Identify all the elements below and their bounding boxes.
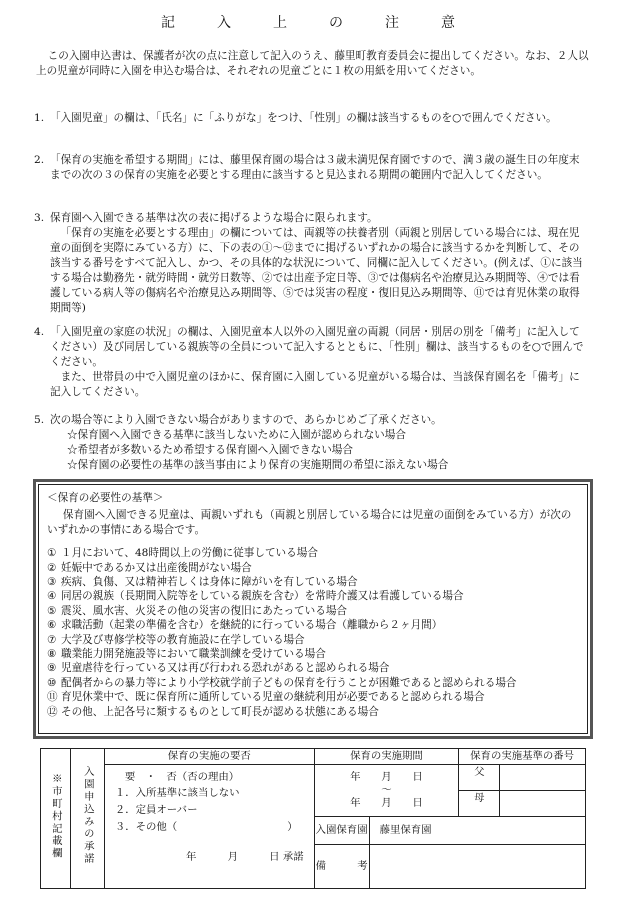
criteria-item-mark: ⑫ [47, 705, 58, 718]
criteria-item-text: 妊娠中であるか又は出産後間がない場合 [61, 561, 252, 574]
page-title: 記 入 上 の 注 意 [161, 15, 469, 31]
criteria-item [47, 676, 587, 690]
intro-paragraph: この入園申込書は、保護者が次の点に注意して記入のうえ、藤里町教育委員会に提出してください。なお、２人以上の児童が同時に入園を申込む場合は、それぞれの児童ごとに１枚の用紙を用いてください。 [36, 50, 589, 78]
criteria-item-text: 児童虐待を行っている又は再び行われる恐れがあると認められる場合 [61, 662, 390, 675]
criteria-item [47, 661, 587, 675]
criteria-item-text: １月において、48時間以上の労働に従事している場合 [61, 547, 318, 560]
mother-number-field [500, 791, 585, 816]
remarks-field [369, 844, 585, 888]
criteria-item-mark: ⑧ [47, 647, 57, 660]
criteria-item-mark: ③ [47, 575, 57, 588]
criteria-item [47, 633, 587, 647]
criteria-item-mark: ⑤ [47, 604, 57, 617]
criteria-item-text: 同居の親族（長期間入院等をしている親族を含む）を常時介護又は看護している場合 [61, 590, 464, 603]
criteria-lead: 保育園へ入園できる児童は、両親いずれも（両親と別居している場合には児童の面倒をみている方）が次のいずれかの事情にある場合です。 [47, 509, 572, 537]
criteria-header: ＜保育の必要性の基準＞ [47, 492, 164, 504]
yohi-cell: 要 ・ 否（否の理由） １．入所基準に該当しない ２．定員オーバー ３．その他（ ） 年 月 日 承諾 [104, 764, 314, 888]
criteria-item-text: 震災、風水害、火災その他の災害の復旧にあたっている場合 [61, 604, 348, 617]
criteria-box [38, 484, 588, 734]
section-3: 3. 保育園へ入園できる基準は次の表に掲げるような場合に限られます。 「保育の実施を必要とする理由」の欄については、両親等の扶養者別（両親と別居している場合には、現在児童の面倒を実際にみている方）に、下の表の①〜⑫までに掲げるいずれかの場合に該当するかを判断して、その該当する番号をすべて記入し、かつ、その具体的な状況について、同欄に記入してください。(例えば、①に該当する場合は勤務先・就労時間・就労日数等、②では出産予定日等、③では傷病名や治療見込み期間等、④では看護している病人等の傷病名や治療見込み期間等、⑤では災害の程度・復旧見込み期間等、⑪では育児休業の取得期間等) [34, 212, 583, 315]
period-cell: 年 月 日 〜 年 月 日 [314, 764, 459, 816]
criteria-item-text: 疾病、負傷、又は精神若しくは身体に障がいを有している場合 [61, 575, 358, 588]
criteria-item-mark: ⑨ [47, 662, 57, 675]
criteria-item-text: 求職活動（起業の準備を含む）を継続的に行っている場合（離職から２ヶ月間） [61, 619, 443, 632]
criteria-item [47, 575, 587, 589]
criteria-item [47, 589, 587, 603]
criteria-item-mark: ④ [47, 590, 57, 603]
criteria-item-mark: ⑥ [47, 619, 57, 632]
criteria-item-text: 職業能力開発施設等において職業訓練を受けている場合 [61, 647, 326, 660]
section-5: 5. 次の場合等により入園できない場合がありますので、あらかじめご了承ください。 ☆保育園へ入園できる基準に該当しないために入園が認められない場合 ☆希望者が多数いるため希望する保育園へ入園できない場合 ☆保育園の必要性の基準の該当事由により保育の実施期間の希望に添えない場合 [34, 414, 449, 472]
col-header-criteria-number: 保育の実施基準の番号 [459, 749, 586, 765]
criteria-item-text: 配偶者からの暴力等により小学校就学前子どもの保育を行うことが困難であると認められる場合 [61, 676, 517, 689]
nursery-name: 藤里保育園 [369, 816, 585, 844]
criteria-item [47, 647, 587, 661]
criteria-number-cell: 父 母 [459, 764, 586, 816]
criteria-item [47, 705, 587, 719]
col-header-yohi: 保育の実施の要否 [104, 749, 314, 765]
criteria-item-text: 大学及び専修学校等の教育施設に在学している場合 [61, 633, 305, 646]
criteria-item [47, 561, 587, 575]
city-side-label: ※市町村記載欄 [41, 749, 71, 889]
criteria-item-text: 育児休業中で、既に保育所に通所している児童の継続利用が必要であると認められる場合 [61, 691, 485, 704]
criteria-item-mark: ① [47, 547, 57, 560]
criteria-item [47, 604, 587, 618]
criteria-item-mark: ⑦ [47, 633, 57, 646]
col-header-period: 保育の実施期間 [314, 749, 459, 765]
section-1: 1. 「入園児童」の欄は、「氏名」に「ふりがな」をつけ、「性別」の欄は該当するものを○で囲んでください。 [34, 112, 557, 124]
approval-label: 入園申込みの承諾 [70, 749, 104, 889]
criteria-item-text: その他、上記各号に類するものとして町長が認める状態にある場合 [61, 705, 379, 718]
criteria-item-mark: ⑩ [47, 676, 57, 689]
remarks-label: 備 考 [314, 844, 369, 888]
criteria-item [47, 618, 587, 632]
criteria-item [47, 690, 587, 704]
nursery-label: 入園保育園 [314, 816, 369, 844]
criteria-item-mark: ② [47, 561, 57, 574]
city-use-table [40, 748, 586, 889]
criteria-list [47, 546, 587, 719]
criteria-item-mark: ⑪ [47, 691, 58, 704]
father-number-field [500, 765, 585, 790]
section-2: 2. 「保育の実施を希望する期間」には、藤里保育園の場合は３歳未満児保育園ですので、満３歳の誕生日の年度末までの次の３の保育の実施を必要とする理由に該当すると見込まれる期間の範囲内で記入してください。 [34, 154, 580, 182]
section-4: 4. 「入園児童の家庭の状況」の欄は、入園児童本人以外の入園児童の両親（同居・別居の別を「備考」に記入してください）及び同居している親族等の全員について記入するとともに、「性別」欄は、該当するものを○で囲んでください。 また、世帯員の中で入園児童のほかに、保育園に入園している児童がいる場合は、当該保育園名を「備考」に記入してください。 [34, 326, 584, 399]
criteria-item [47, 546, 587, 560]
